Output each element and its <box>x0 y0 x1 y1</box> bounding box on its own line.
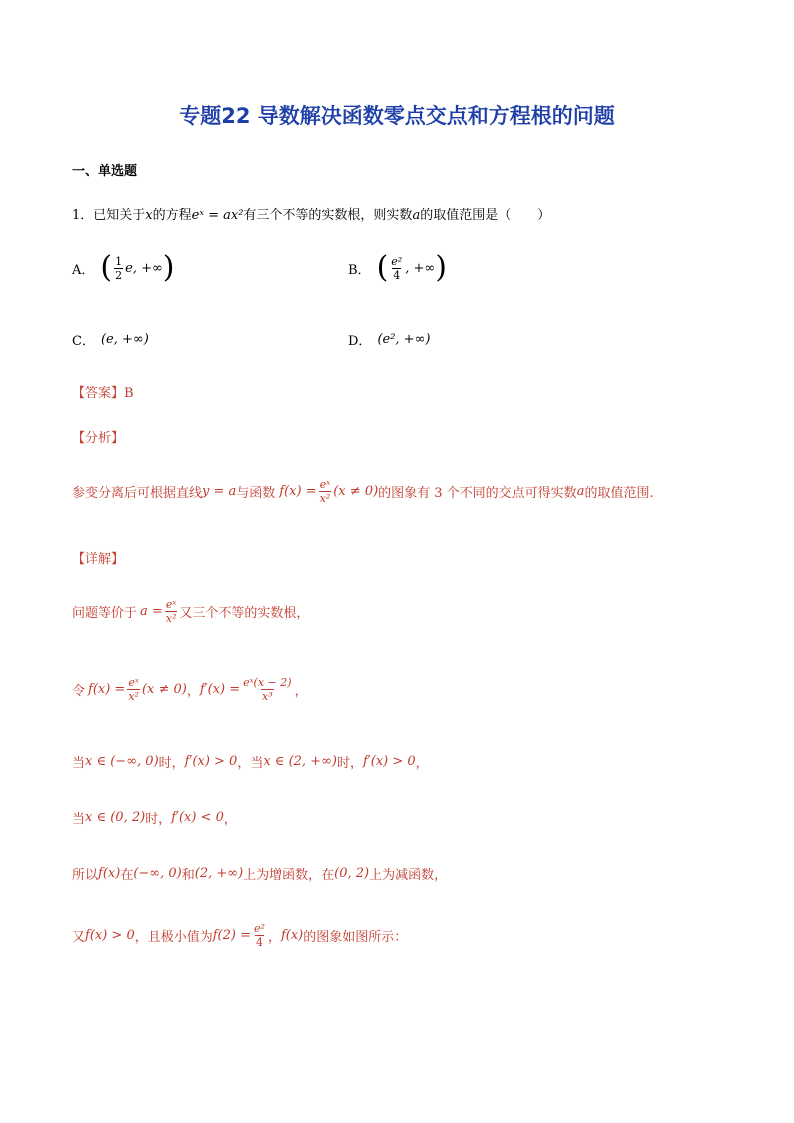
detail-l2-t2: ， <box>186 684 200 699</box>
option-a-fraction <box>114 255 123 282</box>
detail-l3-t1: 当 <box>72 756 86 771</box>
detail-l2-t1: 令 <box>72 684 86 699</box>
analysis-m1: y = a <box>202 484 237 499</box>
detail-l6-t4: 的图象如图所示： <box>303 930 408 945</box>
answer-tag: 【答案】 <box>72 386 125 401</box>
answer-line <box>72 382 134 401</box>
right-paren-icon: ) <box>435 250 447 285</box>
detail-l4-t1: 当 <box>72 812 86 827</box>
question-text-c: 有三个不等的实数根，则实数 <box>243 208 413 223</box>
question-equation: eˣ = ax² <box>191 208 244 223</box>
detail-l6-den: 4 <box>255 936 263 949</box>
detail-l3-t2: 时， <box>158 756 185 771</box>
detail-l6-m3: f(x) <box>280 928 304 943</box>
analysis-t4: 的取值范围. <box>584 486 654 501</box>
detail-l3-m2: f′(x) > 0 <box>184 754 238 769</box>
page-title: 专题22 导数解决函数零点交点和方程根的问题 <box>179 104 615 128</box>
detail-l5-t2: 在 <box>120 868 134 883</box>
detail-l6-t1: 又 <box>72 930 86 945</box>
analysis-tag: 【分析】 <box>72 431 125 446</box>
detail-line-6 <box>72 922 407 949</box>
detail-l2-num2: eˣ(x − 2) <box>243 676 292 689</box>
left-paren-icon: ( <box>376 250 389 285</box>
detail-l5-m3: (2, +∞) <box>194 866 244 881</box>
detail-tag: 【详解】 <box>72 552 125 567</box>
option-a-label: A． <box>72 262 95 278</box>
detail-l6-fraction <box>253 922 266 949</box>
detail-l3-m4: f′(x) > 0 <box>362 754 416 769</box>
detail-l5-t1: 所以 <box>72 868 99 883</box>
analysis-line <box>72 478 654 505</box>
option-b-fraction <box>390 255 403 282</box>
analysis-t3: 的图象有 3 个不同的交点可得实数 <box>378 486 577 501</box>
detail-l5-m2: (−∞, 0) <box>133 866 182 881</box>
detail-l4-m2: f′(x) < 0 <box>171 810 224 825</box>
analysis-t1: 参变分离后可根据直线 <box>72 486 203 501</box>
detail-line-1 <box>72 598 309 625</box>
question-number: 1． <box>72 208 94 223</box>
option-d-label: D． <box>348 334 372 349</box>
option-b-den: 4 <box>393 268 401 282</box>
detail-l6-m2: f(2) = <box>212 928 252 943</box>
detail-l2-den2: x³ <box>262 690 273 703</box>
question-1 <box>72 204 550 223</box>
detail-l1-num: eˣ <box>165 598 177 611</box>
analysis-num: eˣ <box>319 478 331 491</box>
detail-line-3 <box>72 752 429 771</box>
option-b[interactable] <box>348 250 447 285</box>
option-a-den: 2 <box>115 268 123 282</box>
answer-value: B <box>124 386 134 401</box>
detail-l1-m1: a = <box>140 604 163 619</box>
detail-l4-t2: 时， <box>145 812 172 827</box>
option-c-label: C． <box>72 334 95 349</box>
detail-l6-num: e² <box>254 922 265 935</box>
detail-l2-fraction-1 <box>127 676 140 703</box>
option-b-num: e² <box>391 254 403 268</box>
left-paren-icon: ( <box>100 250 113 285</box>
detail-l5-t4: 上为增函数，在 <box>243 868 335 883</box>
detail-l2-num1: eˣ <box>128 676 139 689</box>
detail-line-5 <box>72 864 447 883</box>
detail-l2-m3: f′(x) = <box>199 682 241 697</box>
detail-l1-t1: 问题等价于 <box>72 606 138 621</box>
detail-l5-t3: 和 <box>181 868 195 883</box>
detail-l5-m1: f(x) <box>98 866 121 881</box>
analysis-fraction <box>319 478 332 505</box>
detail-line-4 <box>72 808 237 827</box>
detail-l1-fraction <box>165 598 178 625</box>
detail-l6-t3: ， <box>267 930 281 945</box>
detail-l3-t3: ，当 <box>237 756 264 771</box>
detail-l2-m2: (x ≠ 0) <box>141 682 187 697</box>
detail-l3-t5: ， <box>415 756 429 771</box>
detail-l2-t3: ， <box>294 684 308 699</box>
detail-l5-m4: (0, 2) <box>334 866 370 881</box>
option-a-num: 1 <box>115 254 123 268</box>
question-text-a: 已知关于 <box>93 208 146 223</box>
option-a-rest: e, +∞ <box>125 260 163 276</box>
detail-l2-fraction-2 <box>242 676 292 703</box>
option-d-expr: (e², +∞) <box>377 332 431 347</box>
option-c-expr: (e, +∞) <box>100 332 149 347</box>
analysis-t2: 与函数 <box>236 486 276 501</box>
detail-l4-t3: ， <box>223 812 237 827</box>
analysis-m3: (x ≠ 0) <box>333 484 379 499</box>
option-c[interactable] <box>72 330 149 349</box>
analysis-m4: a <box>576 484 585 499</box>
option-a[interactable] <box>72 250 175 285</box>
analysis-m2: f(x) = <box>279 484 317 499</box>
detail-l3-t4: 时， <box>336 756 363 771</box>
detail-l4-m1: x ∈ (0, 2) <box>85 810 146 825</box>
question-text-d: 的取值范围是（ ） <box>420 208 551 223</box>
right-paren-icon: ) <box>162 250 175 285</box>
question-text-b: 的方程 <box>152 208 192 223</box>
detail-l2-m1: f(x) = <box>88 682 126 697</box>
option-b-label: B． <box>348 262 371 278</box>
detail-line-2 <box>72 676 308 703</box>
question-var-x: x <box>145 208 153 223</box>
question-var-a: a <box>412 208 421 223</box>
detail-l1-t2: 又三个不等的实数根， <box>179 606 310 621</box>
option-d[interactable] <box>348 330 430 349</box>
detail-l6-m1: f(x) > 0 <box>85 928 135 943</box>
detail-l2-den1: x² <box>128 690 139 703</box>
detail-l3-m3: x ∈ (2, +∞) <box>263 754 337 769</box>
analysis-den: x² <box>319 492 331 505</box>
detail-l3-m1: x ∈ (−∞, 0) <box>85 754 159 769</box>
section-heading: 一、单选题 <box>72 164 138 179</box>
detail-l5-t5: 上为减函数， <box>369 868 448 883</box>
detail-l1-den: x² <box>165 612 177 625</box>
detail-l6-t2: ，且极小值为 <box>134 930 213 945</box>
option-b-rest: , +∞ <box>405 260 436 276</box>
